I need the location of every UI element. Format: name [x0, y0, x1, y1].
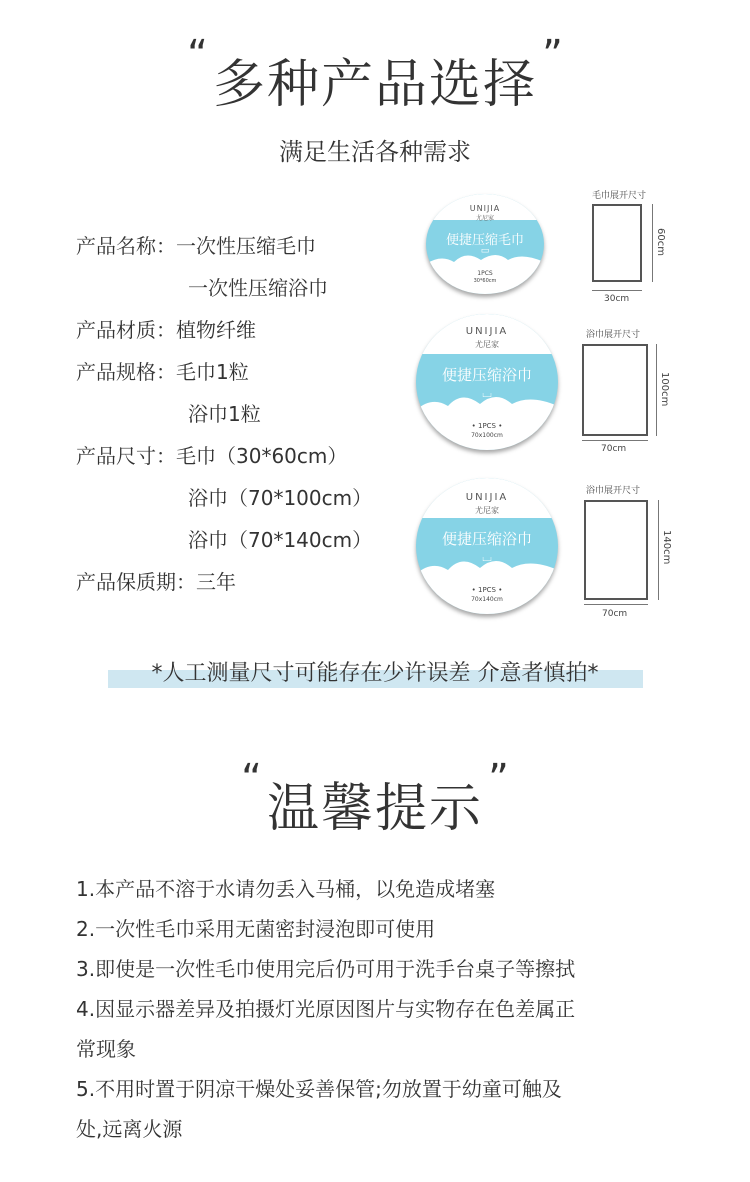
width-label: 30cm — [604, 294, 630, 304]
spec-material: 产品材质：植物纤维 — [76, 318, 256, 342]
towel-outline — [592, 204, 642, 282]
package-brand-cn: 尤尼家 — [475, 506, 499, 515]
tip-4: 4.因显示器差异及拍摄灯光原因图片与实物存在色差属正 — [76, 997, 576, 1021]
package-count: • 1PCS • — [471, 422, 503, 430]
package-size: 30*60cm — [473, 278, 497, 284]
close-quote: ” — [488, 756, 509, 802]
spec-size-1: 产品尺寸：毛巾（30*60cm） — [76, 444, 348, 468]
package-bath-towel-100 — [416, 314, 558, 450]
tip-1: 1.本产品不溶于水请勿丢入马桶，以免造成堵塞 — [76, 877, 496, 901]
bathtub-icon: ⌴ — [482, 386, 492, 400]
width-dimension-line — [582, 440, 648, 441]
towel-icon: ▭ — [480, 246, 490, 256]
width-label: 70cm — [602, 609, 628, 619]
tip-5: 5.不用时置于阴凉干燥处妥善保管;勿放置于幼童可触及 — [76, 1077, 562, 1101]
spec-size-2: 浴巾（70*100cm） — [188, 486, 373, 510]
package-towel — [426, 194, 544, 294]
spec-name-1: 产品名称：一次性压缩毛巾 — [76, 234, 316, 258]
package-brand-cn: 尤尼家 — [475, 340, 499, 349]
package-product-name: 便捷压缩浴巾 — [441, 530, 532, 548]
height-label: 60cm — [655, 228, 666, 256]
package-product-name: 便捷压缩毛巾 — [445, 233, 524, 248]
section-title-tips — [0, 756, 750, 841]
tip-5-cont: 处,远离火源 — [76, 1117, 183, 1141]
package-brand: UNIJIA — [465, 492, 509, 503]
close-quote: ” — [542, 32, 563, 78]
tip-4-cont: 常现象 — [76, 1037, 136, 1061]
height-dimension-line — [658, 500, 659, 600]
width-label: 70cm — [601, 444, 627, 454]
package-count: • 1PCS • — [471, 586, 503, 594]
section-subtitle: 满足生活各种需求 — [279, 138, 471, 166]
package-brand: UNIJIA — [465, 326, 509, 337]
package-brand: UNIJIA — [469, 204, 501, 213]
package-size: 70x140cm — [471, 596, 503, 603]
spec-spec-1: 产品规格：毛巾1粒 — [76, 360, 249, 384]
bath-towel-outline-140 — [584, 500, 648, 600]
diagram-caption: 浴巾展开尺寸 — [586, 486, 641, 496]
spec-spec-2: 浴巾1粒 — [188, 402, 261, 426]
package-bath-towel-140 — [416, 478, 558, 614]
diagram-caption: 浴巾展开尺寸 — [586, 330, 641, 340]
open-quote: “ — [187, 32, 208, 78]
height-label: 100cm — [659, 372, 670, 407]
title-text: 温馨提示 — [266, 779, 483, 839]
bathtub-icon: ⌴ — [482, 550, 492, 564]
package-count: 1PCS — [477, 270, 493, 277]
width-dimension-line — [592, 290, 642, 291]
open-quote: “ — [241, 756, 262, 802]
section-title-products — [0, 32, 750, 117]
package-size: 70x100cm — [471, 432, 503, 439]
measurement-note: *人工测量尺寸可能存在少许误差 介意者慎拍* — [151, 661, 599, 686]
height-dimension-line — [652, 204, 653, 282]
title-text: 多种产品选择 — [212, 55, 537, 115]
package-product-name: 便捷压缩浴巾 — [441, 366, 532, 384]
spec-size-3: 浴巾（70*140cm） — [188, 528, 373, 552]
width-dimension-line — [584, 604, 648, 605]
spec-shelf-life: 产品保质期：三年 — [76, 570, 236, 594]
bath-towel-outline-100 — [582, 344, 648, 436]
tip-2: 2.一次性毛巾采用无菌密封浸泡即可使用 — [76, 917, 436, 941]
diagram-caption: 毛巾展开尺寸 — [592, 191, 647, 201]
height-dimension-line — [656, 344, 657, 436]
height-label: 140cm — [661, 530, 672, 565]
package-brand-cn: 尤尼家 — [475, 215, 494, 222]
tip-3: 3.即使是一次性毛巾使用完后仍可用于洗手台桌子等擦拭 — [76, 957, 576, 981]
spec-name-2: 一次性压缩浴巾 — [188, 276, 328, 300]
